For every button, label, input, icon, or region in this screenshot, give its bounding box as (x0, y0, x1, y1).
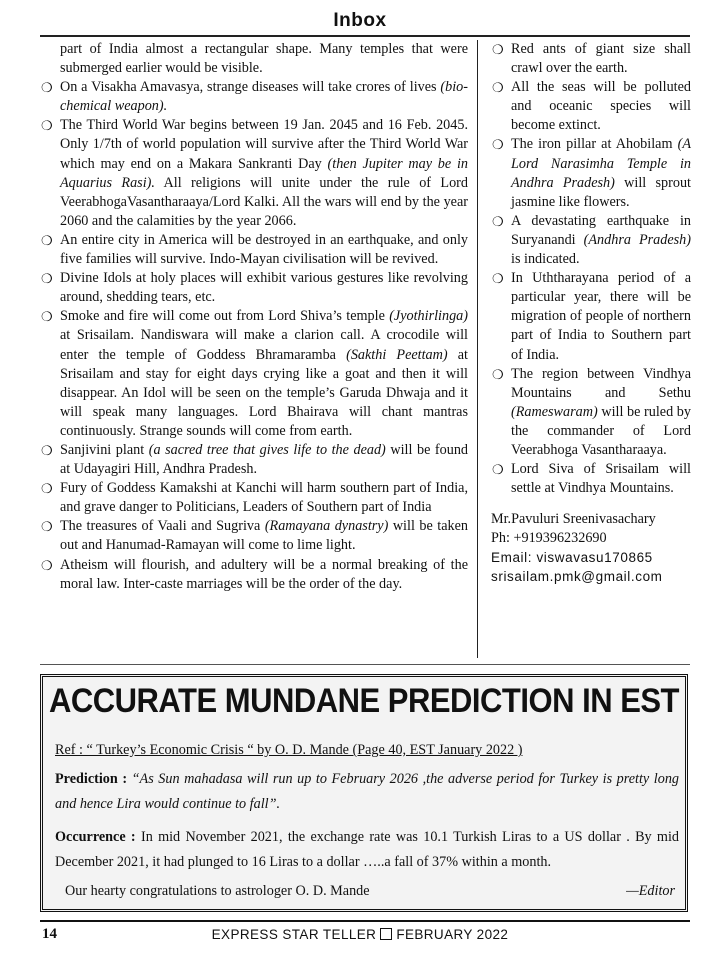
circle-bullet-icon: ❍ (41, 80, 53, 96)
circle-bullet-icon: ❍ (41, 481, 53, 497)
item-text: The treasures of Vaali and Sugriva (60, 518, 265, 535)
item-text: will be taken out and Hanumad-Ramayan will come to lime light. (60, 518, 468, 554)
prediction-item (491, 40, 691, 78)
circle-bullet-icon: ❍ (41, 118, 53, 134)
circle-bullet-icon: ❍ (41, 519, 53, 535)
left-column (40, 40, 468, 594)
circle-bullet-icon: ❍ (41, 232, 53, 248)
italic-note: (Andhra Pradesh) (583, 231, 691, 248)
item-text: Divine Idols at holy places will exhibit various gestures like revolving around, shedding tears, etc. (60, 270, 468, 306)
item-text: On a Visakha Amavasya, strange diseases will take crores of lives (60, 79, 441, 96)
prediction-item (40, 269, 468, 307)
item-text: The region between Vindhya Mountains and Sethu (511, 365, 691, 401)
prediction-item (491, 269, 691, 364)
circle-bullet-icon: ❍ (41, 442, 53, 458)
circle-bullet-icon: ❍ (492, 462, 504, 478)
italic-note: (Sakthi Peettam) (346, 346, 448, 363)
promo-title: ACCURATE MUNDANE PREDICTION IN EST (49, 680, 679, 721)
author-email-line2: srisailam.pmk@gmail.com (491, 569, 663, 585)
left-prediction-list (40, 78, 468, 594)
circle-bullet-icon: ❍ (41, 309, 53, 325)
prediction-item (40, 441, 468, 479)
header-divider (40, 35, 690, 37)
item-text: A devastating earthquake in Suryanandi (511, 212, 691, 248)
italic-note: (then Jupiter may be in Aquarius Rasi). (60, 155, 468, 191)
circle-bullet-icon: ❍ (492, 366, 504, 382)
occurrence-text: In mid November 2021, the exchange rate was 10.1 Turkish Liras to a US dollar . By mid December 2021, it had plunged to 16 Liras to a dollar …..a fall of 37% within a month. (55, 829, 679, 870)
editor-signature: —Editor (626, 883, 675, 899)
author-phone: Ph: +919396232690 (491, 530, 607, 547)
italic-note: (bio-chemical weapon). (60, 79, 468, 115)
item-text: An entire city in America will be destroyed in an earthquake, and only five families will survive. Indo-Mayan civilisation will be revived. (60, 231, 468, 268)
italic-note: (Jyothirlinga) (389, 308, 468, 325)
page-section-title: Inbox (333, 10, 387, 31)
circle-bullet-icon: ❍ (41, 557, 53, 573)
item-text: Atheism will flourish, and adultery will be a normal breaking of the moral law. Inter-caste marriages will be the order of the day. (60, 556, 468, 592)
prediction-item (491, 365, 691, 460)
congrats-text: Our hearty congratulations to astrologer O. D. Mande (65, 883, 370, 899)
item-text: will be found at Udayagiri Hill, Andhra Pradesh. (60, 441, 469, 478)
prediction-text: “As Sun mahadasa will run up to February 2026 ,the adverse period for Turkey is pretty long and hence Lira would continue to fall”. (55, 771, 680, 812)
item-text: Smoke and fire will come out from Lord Shiva’s temple (60, 308, 390, 325)
item-text: The iron pillar at Ahobilam (511, 136, 678, 153)
prediction-item (40, 307, 468, 441)
continuation-text: part of India almost a rectangular shape. Many temples that were submerged earlier would be visible. (60, 41, 468, 77)
item-text: will be ruled by the commander of Lord Veerabhoga Vasantharaaya. (511, 403, 691, 458)
magazine-name: EXPRESS STAR TELLER (211, 927, 377, 942)
prediction-item (40, 556, 468, 594)
right-column (491, 40, 691, 586)
square-separator-icon (380, 928, 392, 940)
prediction-item (491, 460, 691, 498)
prediction-paragraph (55, 767, 679, 817)
author-name: Mr.Pavuluri Sreenivasachary (491, 511, 656, 528)
occurrence-label: Occurrence : (55, 829, 136, 845)
item-text: All religions will unite under the rule of Lord VeerabhogaVasantharaaya/Lord Kalki. All the wars will end by the year 2060 and the calamities by the year 2066. (60, 174, 468, 229)
prediction-item (491, 78, 691, 135)
prediction-item (40, 231, 468, 269)
item-text: All the seas will be polluted and oceanic species will become extinct. (511, 79, 691, 134)
circle-bullet-icon: ❍ (492, 42, 504, 57)
item-text: Sanjivini plant (60, 441, 149, 458)
prediction-label: Prediction : (55, 771, 128, 787)
mundane-prediction-box (40, 674, 688, 912)
item-text: Fury of Goddess Kamakshi at Kanchi will harm southern part of India, and grave danger to Politicians, Leaders of Southern part of India (60, 480, 468, 516)
italic-note: (Rameswaram) (511, 403, 598, 420)
item-text: is indicated. (511, 251, 580, 268)
circle-bullet-icon: ❍ (492, 137, 504, 153)
item-text: The Third World War begins between 19 Jan. 2045 and 16 Feb. 2045. Only 1/7th of world population will survive after the Third World War which may end on a Makara Sankranti Day (60, 117, 468, 172)
page-number: 14 (42, 926, 57, 942)
magazine-footer (0, 927, 720, 942)
column-divider (477, 40, 478, 658)
prediction-item (491, 212, 691, 269)
prediction-item (40, 479, 468, 517)
prediction-item (40, 78, 468, 116)
section-divider (40, 664, 690, 665)
author-email-line1: Email: viswavasu170865 (491, 550, 653, 566)
item-text: Red ants of giant size shall crawl over the earth. (511, 41, 691, 77)
author-signature (491, 510, 691, 586)
prediction-item (40, 517, 468, 555)
promo-congratulations (55, 883, 679, 900)
prediction-item (491, 135, 691, 211)
item-text: will sprout jasmine like flowers. (511, 174, 691, 210)
right-prediction-list (491, 40, 691, 498)
italic-note: (Ramayana dynastry) (264, 518, 389, 535)
circle-bullet-icon: ❍ (492, 80, 504, 96)
occurrence-paragraph (55, 825, 679, 875)
circle-bullet-icon: ❍ (492, 213, 504, 229)
italic-note: (A Lord Narasimha Temple in Andhra Pradesh) (511, 136, 691, 191)
issue-date: FEBRUARY 2022 (396, 927, 509, 942)
item-text: In Uththarayana period of a particular year, there will be migration of people of northern part of India to Southern part of India. (511, 270, 691, 363)
circle-bullet-icon: ❍ (41, 271, 53, 287)
prediction-item (40, 116, 468, 231)
item-text: Lord Siva of Srisailam will settle at Vindhya Mountains. (511, 461, 691, 497)
item-text: at Srisailam. Nandiswara will make a clarion call. A crocodile will enter the temple of Goddess Bhramaramba (60, 327, 468, 363)
item-text: at Srisailam and stay for eight days crying like a goat and then it will disappear. An Idol will be seen on the temple’s Garuda Dhwaja and it will speak many languages. Lord Bhairava will chant mantras continuously. Strange sounds will come from earth. (60, 346, 468, 439)
italic-note: (a sacred tree that gives life to the dead) (148, 441, 386, 458)
footer-divider (40, 920, 690, 922)
promo-reference: Ref : “ Turkey’s Economic Crisis “ by O. D. Mande (Page 40, EST January 2022 ) (55, 742, 523, 758)
circle-bullet-icon: ❍ (492, 271, 504, 287)
